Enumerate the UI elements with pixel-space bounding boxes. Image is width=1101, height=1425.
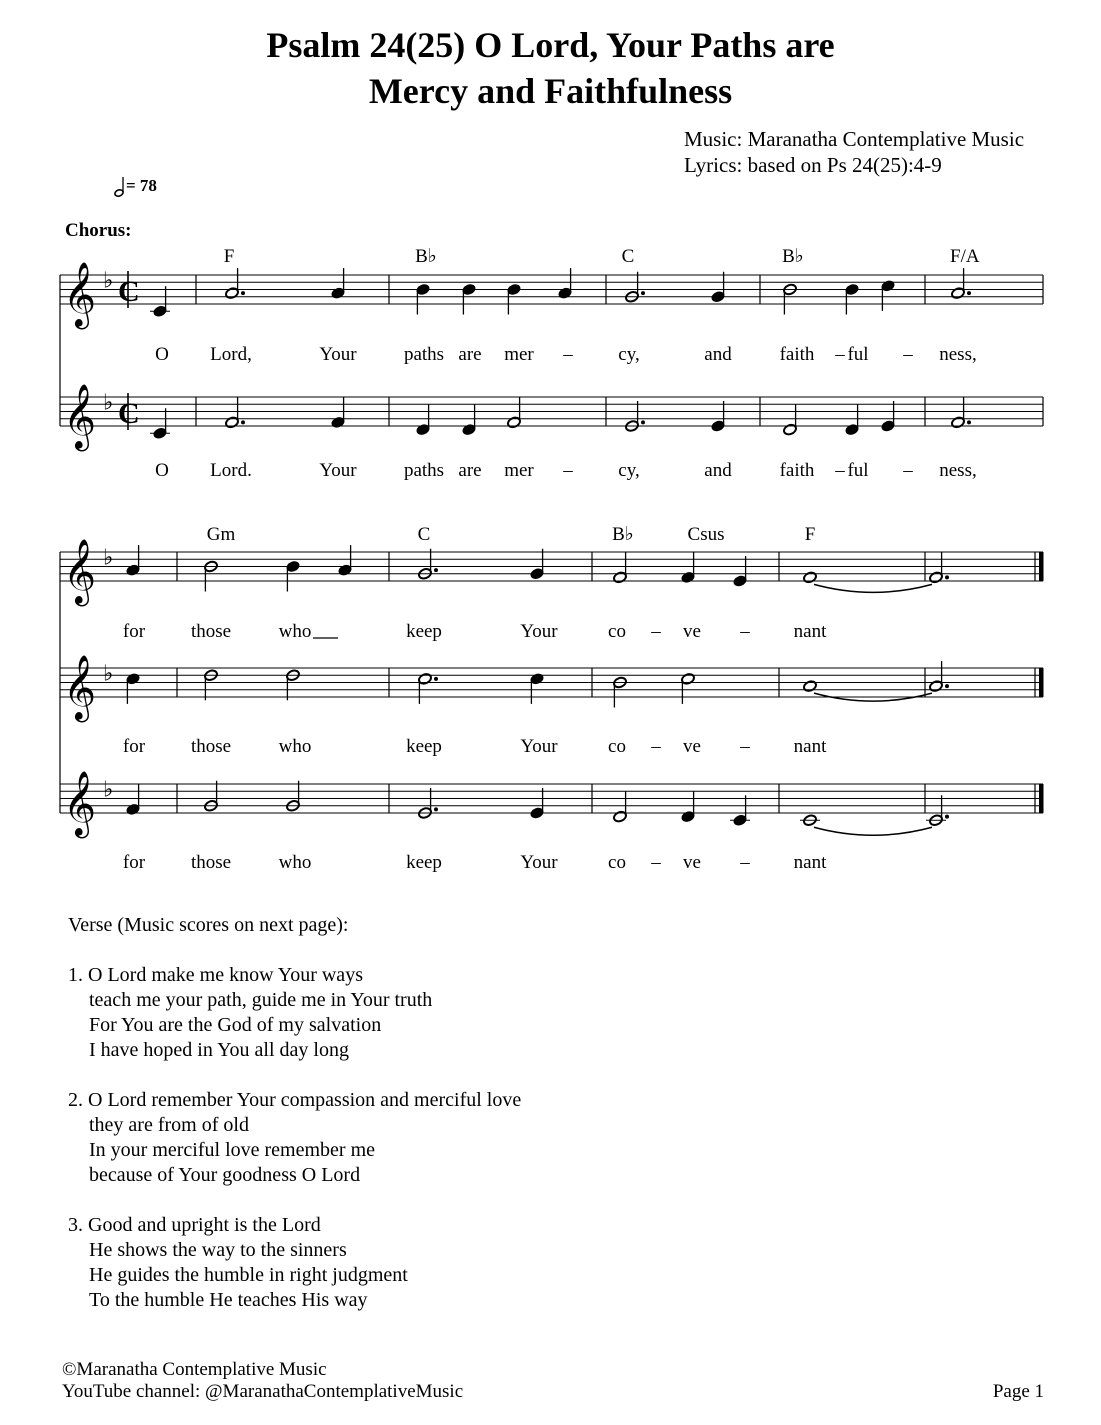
augmentation-dot bbox=[641, 291, 645, 295]
lyric-syllable: – bbox=[740, 736, 750, 757]
verse-line: I have hoped in You all day long bbox=[89, 1039, 349, 1061]
lyric-syllable: ness, bbox=[939, 460, 977, 481]
lyric-syllable: co bbox=[608, 852, 626, 873]
verse-2 bbox=[68, 1088, 521, 1188]
quarter-note bbox=[733, 556, 748, 587]
verse-1 bbox=[68, 963, 521, 1063]
lyric-syllable: and bbox=[704, 344, 732, 365]
verse-line: He guides the humble in right judgment bbox=[89, 1264, 408, 1286]
verse-section bbox=[68, 913, 521, 1338]
verse-line: For You are the God of my salvation bbox=[89, 1014, 382, 1036]
lyric-syllable: nant bbox=[793, 852, 827, 873]
quarter-note bbox=[416, 283, 431, 314]
dotted-half-note bbox=[951, 397, 971, 428]
lyric-syllable: who bbox=[278, 852, 312, 873]
lyric-syllable: faith bbox=[779, 344, 815, 365]
dotted-half-note bbox=[929, 661, 949, 692]
page-number: Page 1 bbox=[992, 1381, 1044, 1402]
quarter-note bbox=[126, 545, 141, 576]
key-flat-icon: ♭ bbox=[103, 545, 114, 571]
half-note bbox=[204, 560, 219, 591]
quarter-note bbox=[711, 401, 726, 432]
augmentation-dot bbox=[241, 420, 245, 424]
half-note bbox=[507, 397, 522, 428]
lyric-syllable: are bbox=[458, 460, 482, 481]
half-note bbox=[204, 781, 219, 812]
dotted-half-note bbox=[418, 549, 438, 580]
verse-line: teach me your path, guide me in Your truth bbox=[89, 989, 433, 1011]
lyric-syllable: Your bbox=[520, 736, 558, 757]
notehead bbox=[803, 680, 818, 693]
dotted-half-note bbox=[625, 272, 645, 303]
lyric-syllable: for bbox=[122, 621, 146, 642]
quarter-note bbox=[881, 279, 896, 310]
half-note bbox=[783, 405, 798, 436]
augmentation-dot bbox=[967, 291, 971, 295]
half-note bbox=[613, 552, 628, 583]
dotted-half-note bbox=[926, 795, 949, 826]
quarter-note bbox=[845, 283, 860, 314]
lyric-syllable: – bbox=[903, 460, 913, 481]
lyric-syllable: co bbox=[608, 736, 626, 757]
treble-clef-icon: 𝄞 bbox=[63, 771, 97, 836]
verse-line: because of Your goodness O Lord bbox=[89, 1164, 361, 1186]
staff-sys1-voice2 bbox=[60, 397, 1043, 426]
quarter-note bbox=[331, 268, 346, 299]
lyric-syllable: co bbox=[608, 621, 626, 642]
quarter-note bbox=[711, 272, 726, 303]
quarter-note bbox=[845, 405, 860, 436]
half-note bbox=[613, 792, 628, 823]
quarter-note bbox=[338, 545, 353, 576]
augmentation-dot bbox=[945, 575, 949, 579]
quarter-note bbox=[150, 408, 170, 439]
lyric-syllable: nant bbox=[793, 621, 827, 642]
lyric-syllable: – bbox=[740, 852, 750, 873]
lyric-syllable: Your bbox=[319, 344, 357, 365]
lyric-syllable: – bbox=[651, 736, 661, 757]
chord-symbol: C bbox=[417, 524, 431, 545]
lyric-syllable: those bbox=[190, 852, 232, 873]
dotted-half-note bbox=[225, 268, 245, 299]
final-barline-thick bbox=[1039, 668, 1044, 697]
dotted-half-note bbox=[225, 397, 245, 428]
lyric-syllable: paths bbox=[403, 460, 445, 481]
lyric-syllable: ness, bbox=[939, 344, 977, 365]
lyric-syllable: – bbox=[651, 852, 661, 873]
lyric-syllable: – bbox=[563, 460, 573, 481]
verse-line: In your merciful love remember me bbox=[89, 1139, 375, 1161]
key-flat-icon: ♭ bbox=[103, 661, 114, 687]
whole-note bbox=[800, 814, 820, 827]
lyrics-credit: Lyrics: based on Ps 24(25):4-9 bbox=[684, 153, 942, 177]
lyric-syllable: Your bbox=[319, 460, 357, 481]
treble-clef-icon: 𝄞 bbox=[63, 539, 97, 604]
quarter-note bbox=[558, 268, 573, 299]
half-note bbox=[681, 672, 696, 703]
quarter-note bbox=[530, 549, 545, 580]
footer bbox=[62, 1359, 463, 1403]
augmentation-dot bbox=[945, 815, 949, 819]
quarter-note bbox=[462, 283, 477, 314]
quarter-note bbox=[462, 405, 477, 436]
quarter-note bbox=[530, 788, 545, 819]
lyric-syllable: cy, bbox=[618, 460, 640, 481]
lyric-syllable: those bbox=[190, 736, 232, 757]
whole-note bbox=[803, 571, 818, 584]
staff-sys1-voice1 bbox=[60, 275, 1043, 304]
lyric-syllable: are bbox=[458, 344, 482, 365]
lyric-syllable: Your bbox=[520, 621, 558, 642]
verse-line: 1. O Lord make me know Your ways bbox=[68, 964, 363, 986]
lyric-syllable: keep bbox=[406, 621, 442, 642]
dotted-half-note bbox=[625, 401, 645, 432]
lyric-syllable: – bbox=[651, 621, 661, 642]
lyric-syllable: for bbox=[122, 852, 146, 873]
lyric-syllable: ve bbox=[683, 736, 701, 757]
cut-time-icon: C bbox=[118, 274, 140, 308]
lyric-syllable: O bbox=[155, 344, 169, 365]
augmentation-dot bbox=[434, 568, 438, 572]
chord-symbol: B♭ bbox=[612, 524, 634, 545]
tie bbox=[814, 584, 932, 592]
chord-symbol: Csus bbox=[687, 524, 725, 545]
half-note bbox=[783, 283, 798, 314]
chord-symbol: F bbox=[804, 524, 816, 545]
final-barline-thick bbox=[1039, 784, 1044, 813]
lyric-syllable: those bbox=[190, 621, 232, 642]
chord-symbol: C bbox=[621, 246, 635, 267]
lyric-syllable: nant bbox=[793, 736, 827, 757]
quarter-note bbox=[416, 405, 431, 436]
title-line-1: Psalm 24(25) O Lord, Your Paths are bbox=[266, 25, 835, 65]
quarter-note bbox=[331, 397, 346, 428]
chorus-label: Chorus: bbox=[65, 220, 132, 241]
staff-sys2-voice3 bbox=[60, 784, 1043, 813]
treble-clef-icon: 𝄞 bbox=[63, 655, 97, 720]
half-note bbox=[204, 669, 219, 700]
augmentation-dot bbox=[434, 807, 438, 811]
quarter-note bbox=[881, 401, 896, 432]
verse-3 bbox=[68, 1213, 521, 1313]
lyric-syllable: – bbox=[835, 344, 845, 365]
lyric-syllable: ve bbox=[683, 852, 701, 873]
lyric-syllable: for bbox=[122, 736, 146, 757]
lyric-syllable: faith bbox=[779, 460, 815, 481]
verse-line: He shows the way to the sinners bbox=[89, 1239, 347, 1261]
lyric-syllable: who bbox=[278, 736, 312, 757]
tie bbox=[814, 827, 932, 835]
youtube-channel: YouTube channel: @MaranathaContemplativeMusic bbox=[62, 1381, 464, 1402]
dotted-half-note bbox=[418, 672, 438, 703]
half-note bbox=[286, 781, 301, 812]
quarter-note bbox=[681, 792, 696, 823]
chord-symbol: B♭ bbox=[415, 246, 437, 267]
dotted-half-note bbox=[418, 788, 438, 819]
lyric-syllable: keep bbox=[406, 736, 442, 757]
dotted-half-note bbox=[951, 268, 971, 299]
verse-line: To the humble He teaches His way bbox=[89, 1289, 368, 1311]
lyric-syllable: O bbox=[155, 460, 169, 481]
verse-heading: Verse (Music scores on next page): bbox=[68, 914, 349, 936]
augmentation-dot bbox=[241, 291, 245, 295]
whole-note bbox=[803, 680, 818, 693]
title-line-2: Mercy and Faithfulness bbox=[368, 71, 733, 111]
treble-clef-icon: 𝄞 bbox=[63, 384, 97, 449]
quarter-note bbox=[730, 795, 750, 826]
augmentation-dot bbox=[967, 420, 971, 424]
quarter-note bbox=[681, 552, 696, 583]
augmentation-dot bbox=[641, 420, 645, 424]
verse-line: 3. Good and upright is the Lord bbox=[68, 1214, 321, 1236]
final-barline-thick bbox=[1039, 552, 1044, 581]
lyric-syllable: Your bbox=[520, 852, 558, 873]
lyric-syllable: – bbox=[835, 460, 845, 481]
chord-symbol: Gm bbox=[206, 524, 236, 545]
lyric-syllable: ve bbox=[683, 621, 701, 642]
augmentation-dot bbox=[945, 684, 949, 688]
lyric-syllable: mer bbox=[504, 344, 534, 365]
lyric-syllable: who bbox=[278, 621, 312, 642]
lyric-syllable: – bbox=[563, 344, 573, 365]
copyright: ©Maranatha Contemplative Music bbox=[62, 1359, 327, 1380]
quarter-note bbox=[286, 560, 301, 591]
staff-sys2-voice1 bbox=[60, 552, 1043, 581]
quarter-note bbox=[126, 672, 141, 703]
chord-symbol: F/A bbox=[950, 246, 980, 267]
chord-symbol: B♭ bbox=[782, 246, 804, 267]
verse-line: 2. O Lord remember Your compassion and merciful love bbox=[68, 1089, 522, 1111]
quarter-note bbox=[530, 672, 545, 703]
lyric-syllable: – bbox=[903, 344, 913, 365]
half-note bbox=[286, 669, 301, 700]
lyric-syllable: cy, bbox=[618, 344, 640, 365]
dotted-half-note bbox=[929, 552, 949, 583]
quarter-note bbox=[126, 784, 141, 815]
lyric-syllable: Lord. bbox=[210, 460, 252, 481]
tempo-value: = 78 bbox=[126, 176, 157, 195]
lyric-syllable: keep bbox=[406, 852, 442, 873]
treble-clef-icon: 𝄞 bbox=[63, 262, 97, 327]
key-flat-icon: ♭ bbox=[103, 777, 114, 803]
key-flat-icon: ♭ bbox=[103, 390, 114, 416]
verse-line: they are from of old bbox=[89, 1114, 249, 1136]
lyric-syllable: ful bbox=[847, 460, 869, 481]
half-note bbox=[613, 676, 628, 707]
cut-time-icon: C bbox=[118, 396, 140, 430]
lyric-syllable: Lord, bbox=[210, 344, 252, 365]
lyric-syllable: ful bbox=[847, 344, 869, 365]
lyric-syllable: paths bbox=[403, 344, 445, 365]
key-flat-icon: ♭ bbox=[103, 268, 114, 294]
quarter-note bbox=[150, 286, 170, 317]
music-credit: Music: Maranatha Contemplative Music bbox=[684, 127, 1025, 151]
notehead bbox=[803, 571, 818, 584]
chord-symbol: F bbox=[223, 246, 235, 267]
lyric-syllable: mer bbox=[504, 460, 534, 481]
lyric-syllable: – bbox=[740, 621, 750, 642]
lyric-syllable: and bbox=[704, 460, 732, 481]
quarter-note bbox=[507, 283, 522, 314]
augmentation-dot bbox=[434, 677, 438, 681]
